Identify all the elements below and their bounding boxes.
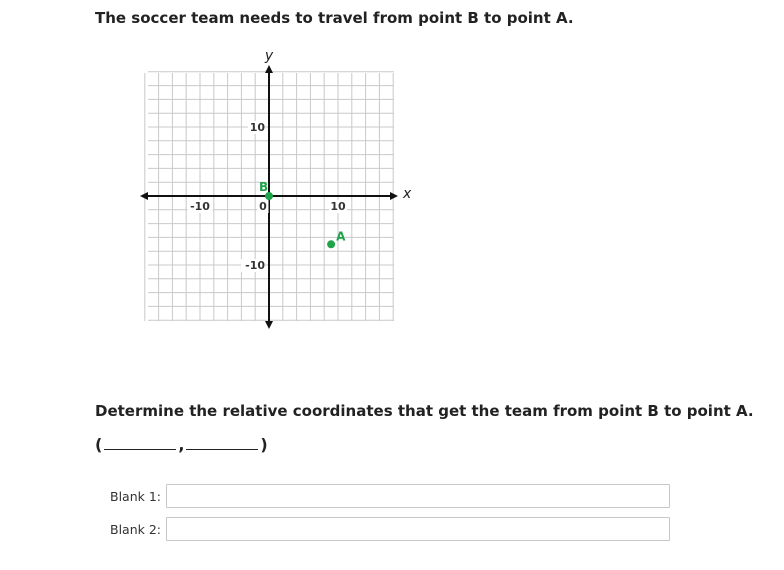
blank-1-input[interactable] [166,484,670,508]
y-tick-label: 10 [249,121,265,134]
x-axis-left-arrow-icon [140,192,148,200]
answer-slot-1 [104,433,176,450]
x-axis-label: x [403,186,412,202]
coordinate-grid [138,45,400,330]
x-tick-label: -10 [190,200,210,213]
answer-close-paren: ) [260,435,268,454]
blank-1-row [110,484,670,508]
y-axis-down-arrow-icon [265,321,273,329]
point-a-label: A [336,229,346,244]
x-tick-label: 10 [330,200,346,213]
answer-template [95,433,268,454]
point-b-label: B [259,180,269,194]
answer-separator: , [178,435,185,454]
blank-1-label: Blank 1: [110,488,162,504]
answer-slot-2 [186,433,258,450]
point-a-marker [327,240,335,248]
x-axis-right-arrow-icon [390,192,398,200]
question-instruction: Determine the relative coordinates that get the team from point B to point A. [95,402,754,420]
blank-2-row [110,517,670,541]
y-axis-label: y [264,48,274,64]
blank-2-input[interactable] [166,517,670,541]
y-tick-label: -10 [245,259,265,272]
blank-2-label: Blank 2: [110,521,162,537]
answer-open-paren: ( [95,435,103,454]
y-axis-up-arrow-icon [265,65,273,73]
question-prompt: The soccer team needs to travel from point B to point A. [95,9,574,27]
x-tick-label: 0 [259,200,267,213]
